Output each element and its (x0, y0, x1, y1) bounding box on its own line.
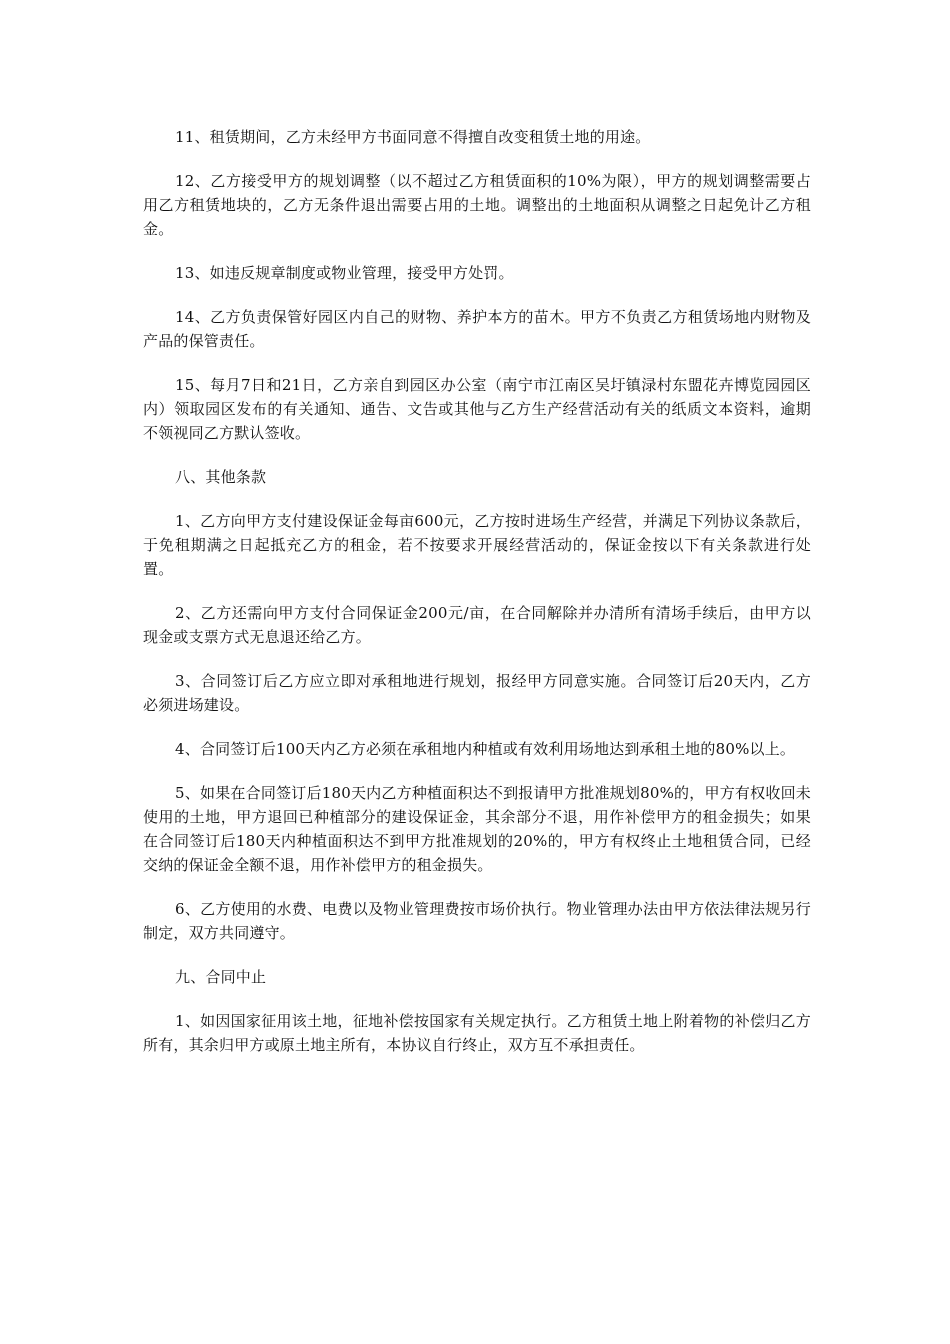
section-heading-other-terms: 八、其他条款 (175, 468, 267, 486)
clause-12: 12、乙方接受甲方的规划调整（以不超过乙方租赁面积的10%为限），甲方的规划调整需要占用乙方租赁地块的，乙方无条件退出需要占用的土地。调整出的土地面积从调整之日起免计乙方租金。 (143, 172, 811, 238)
suspension-clause-1: 1、如因国家征用该土地，征地补偿按国家有关规定执行。乙方租赁土地上附着物的补偿归乙方所有，其余归甲方或原土地主所有，本协议自行终止，双方互不承担责任。 (143, 1012, 811, 1054)
other-terms-clause-6: 6、乙方使用的水费、电费以及物业管理费按市场价执行。物业管理办法由甲方依法律法规另行制定，双方共同遵守。 (143, 900, 811, 942)
other-terms-clause-4: 4、合同签订后100天内乙方必须在承租地内种植或有效利用场地达到承租土地的80%以上。 (175, 740, 796, 758)
clause-11: 11、租赁期间，乙方未经甲方书面同意不得擅自改变租赁土地的用途。 (175, 128, 651, 146)
other-terms-clause-1: 1、乙方向甲方支付建设保证金每亩600元，乙方按时进场生产经营，并满足下列协议条款后，于免租期满之日起抵充乙方的租金，若不按要求开展经营活动的，保证金按以下有关条款进行处置。 (143, 512, 811, 578)
other-terms-clause-5: 5、如果在合同签订后180天内乙方种植面积达不到报请甲方批准规划80%的，甲方有权收回未使用的土地，甲方退回已种植部分的建设保证金，其余部分不退，用作补偿甲方的租金损失；如果在合同签订后180天内种植面积达不到甲方批准规划的20%的，甲方有权终止土地租赁合同，已经交纳的保证金全额不退，用作补偿甲方的租金损失。 (143, 784, 811, 874)
clause-15: 15、每月7日和21日，乙方亲自到园区办公室（南宁市江南区吴圩镇渌村东盟花卉博览园园区内）领取园区发布的有关通知、通告、文告或其他与乙方生产经营活动有关的纸质文本资料，逾期不领视同乙方默认签收。 (143, 376, 811, 442)
other-terms-clause-2: 2、乙方还需向甲方支付合同保证金200元/亩，在合同解除并办清所有清场手续后，由甲方以现金或支票方式无息退还给乙方。 (143, 604, 811, 646)
clause-14: 14、乙方负责保管好园区内自己的财物、养护本方的苗木。甲方不负责乙方租赁场地内财物及产品的保管责任。 (143, 308, 811, 350)
document-body (143, 125, 811, 1077)
section-heading-contract-suspension: 九、合同中止 (175, 968, 267, 986)
clause-13: 13、如违反规章制度或物业管理，接受甲方处罚。 (175, 264, 514, 282)
other-terms-clause-3: 3、合同签订后乙方应立即对承租地进行规划，报经甲方同意实施。合同签订后20天内，乙方必须进场建设。 (143, 672, 811, 714)
